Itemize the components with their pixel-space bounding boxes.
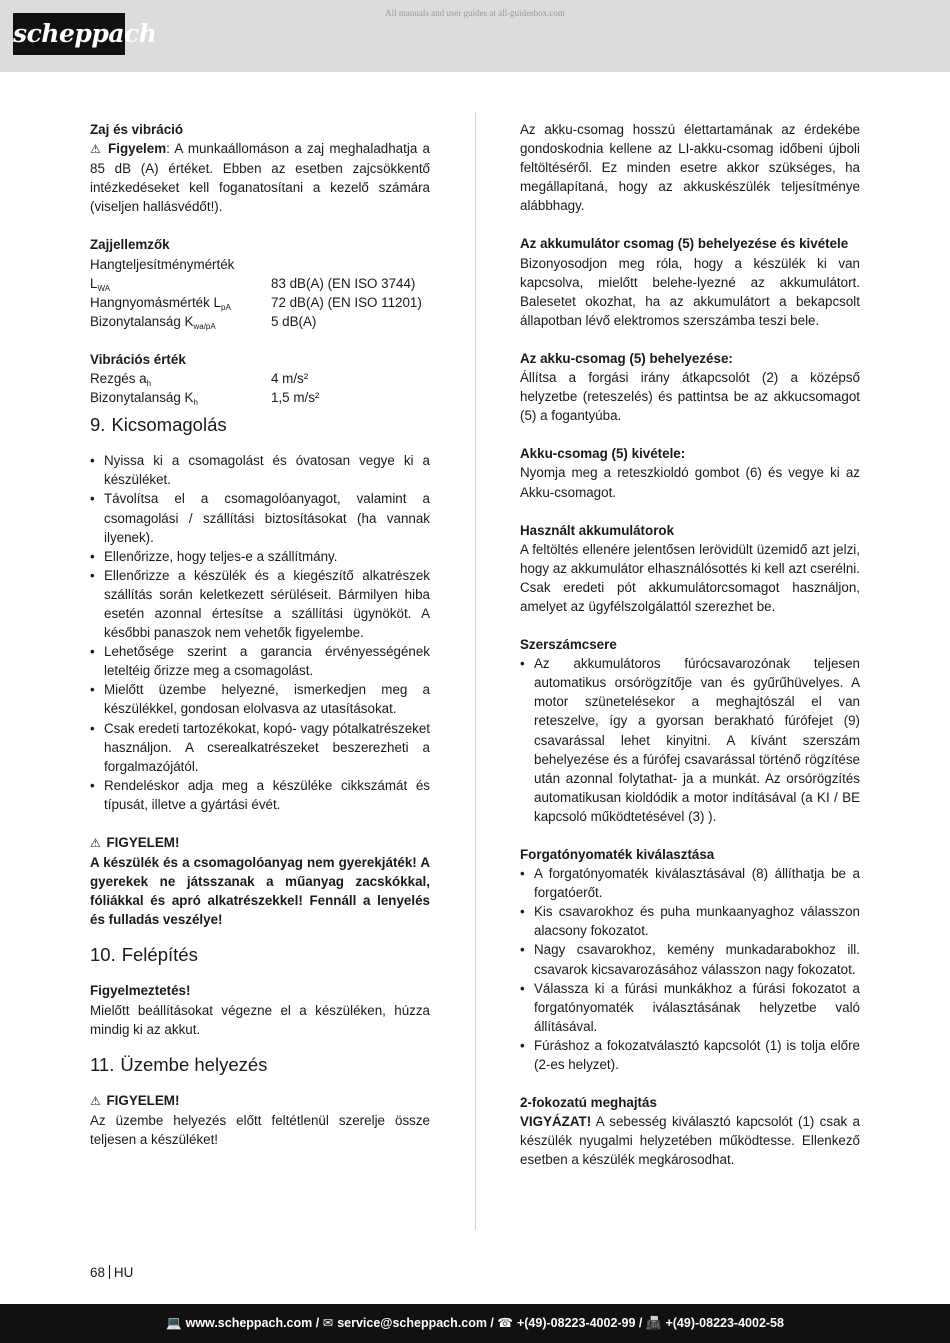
gear-caution-label: VIGYÁZAT!: [520, 1114, 592, 1130]
ah-sub: h: [146, 379, 152, 389]
list-item: • Az akkumulátoros fúrócsavarozónak teljesen automatikus orsórögzítője van és gyűrűhüvelyes. A motor szünetelésekor a meghajtószál el van reteszelve, így a gyorsan berakható fúrófejet (9) csavarással lehet kinyitni. A kívánt szerszám behelyezése és a fúrófej csavarással történő rögzítése után azonnal folytathat- ja a munkát. Az orsórögzítés automatikusan kioldódik a motor indításával (a KI / BE kapcsoló működtetésével (3) ).: [520, 654, 860, 826]
right-column: [520, 120, 860, 1170]
warning-icon: ⚠: [90, 142, 101, 157]
list-item: • A forgatónyomaték kiválasztásával (8) állíthatja be a forgatóerőt.: [520, 864, 860, 902]
list-item: • Válassza ki a fúrási munkákhoz a fúrási fokozatot a forgatónyomaték iválasztásának helyzetbe való állításával.: [520, 979, 860, 1036]
list-item: • Ellenőrizze a készülék és a kiegészítő alkatrészek szállítás során keletkezett sérüléseit. Bármilyen hiba esetén azonnal értesítse a szállítási ügynököt. A későbbi panaszok nem vehetők figyelembe.: [90, 566, 430, 642]
noise-heading: Zaj és vibráció: [90, 122, 184, 137]
list-item: • Rendeléskor adja meg a készüléke cikkszámát és típusát, illetve a gyártási évét.: [90, 776, 430, 814]
vibration-heading: Vibrációs érték: [90, 351, 186, 367]
list-item: • Lehetősége szerint a garancia érvényességének leteltéig őrizze meg a csomagolást.: [90, 642, 430, 680]
k-value: 5 dB(A): [271, 313, 317, 329]
tool-change-list: [520, 654, 860, 826]
page-header: [0, 0, 950, 72]
list-item: • Nagy csavarokhoz, kemény munkadarabokhoz ill. csavarok kicsavarozásához válasszon nagy fokozatot.: [520, 940, 860, 978]
used-batteries-text: A feltöltés ellenére jelentősen lerövidült üzemidő azt jelzi, hogy az akkumulátor elhasználósottés ki kell azt cserélni. Csak eredeti pót akkumulátorcsomagot használjon, amelyet az ügyfélszolgálattól szerezhet be.: [520, 541, 860, 614]
used-batteries-heading: Használt akkumulátorok: [520, 522, 675, 538]
noise-warning-text: : A munkaállomáson a zaj meghaladhatja a 85 dB (A) értéket. Ebben az esetben zajcsökkentő intézkedéseket kell foganatosítani a kezelő számára (viseljen hallásvédőt!).: [90, 141, 430, 215]
section-10-title: 10. Felépítés: [90, 944, 198, 966]
section-11-title: 11. Üzembe helyezés: [90, 1053, 268, 1075]
list-item: • Mielőtt üzembe helyezné, ismerkedjen meg a készülékkel, gondosan elolvasva az utasításokat.: [90, 680, 430, 718]
lwa-value: 83 dB(A) (EN ISO 3744): [271, 275, 416, 291]
warning-1-title: ⚠ FIGYELEM!: [90, 833, 430, 853]
footer-fax: +(49)-08223-4002-58: [665, 1316, 784, 1330]
k-sub: wa/pA: [193, 321, 216, 331]
lwa-symbol: L: [90, 275, 98, 291]
spec-row-lpa: [90, 293, 430, 312]
insert-remove-text: Bizonyosodjon meg róla, hogy a készülék ki van kapcsolva, mielőtt belehe-lyezné az akkumulátort. Balesetet okozhat, ha az akkumulátort a bekapcsolt állapotban lévő elektromos szerszámba teszi bele.: [520, 255, 860, 328]
torque-heading: Forgatónyomaték kiválasztása: [520, 847, 715, 862]
watermark: All manuals and user guides at all-guidesbox.com: [385, 8, 565, 18]
spec-row-ah: [90, 369, 430, 388]
list-item: • Fúráshoz a fokozatválasztó kapcsolót (1) is tolja előre (2-es helyzet).: [520, 1036, 860, 1074]
footer-phone: +(49)-08223-4002-99 /: [516, 1316, 643, 1330]
notice-text: Mielőtt beállításokat végezne el a készüléken, húzza mindig ki az akkut.: [90, 1002, 430, 1037]
insert-heading: Az akku-csomag (5) behelyezése:: [520, 350, 733, 366]
list-item: • Nyissa ki a csomagolást és óvatosan vegye ki a készüléket.: [90, 451, 430, 489]
gear-heading: 2-fokozatú meghajtás: [520, 1095, 657, 1111]
spec-row-kh: [90, 388, 430, 407]
section-9-title: 9. Kicsomagolás: [90, 414, 227, 436]
intro-text: Az akku-csomag hosszú élettartamának az érdekébe gondoskodnia kellene az LI-akku-csomag időbeni újboli feltöltéséről. Ez minden esetre akkor szükséges, ha megállapítaná, hogy az akkuskészülék teljesítménye alábbhagy.: [520, 122, 860, 214]
tool-change-heading: Szerszámcsere: [520, 637, 617, 653]
noise-warning: [90, 139, 430, 216]
list-item: • Csak eredeti tartozékokat, kopó- vagy pótalkatrészeket használjon. A cserealkatrészeket beszerezheti a forgalmazójától.: [90, 719, 430, 776]
kh-label: Bizonytalanság K: [90, 390, 194, 406]
warning-2-title: ⚠ FIGYELEM!: [90, 1091, 430, 1111]
page-footer: [0, 1304, 950, 1343]
kh-sub: h: [193, 398, 198, 408]
left-column: [90, 120, 430, 1149]
kh-value: 1,5 m/s²: [271, 390, 320, 406]
remove-heading: Akku-csomag (5) kivétele:: [520, 446, 686, 462]
lwa-sub: WA: [97, 283, 111, 293]
ah-value: 4 m/s²: [271, 371, 309, 387]
list-item: • Ellenőrizze, hogy teljes-e a szállítmány.: [90, 547, 430, 566]
column-divider: [475, 112, 476, 1230]
torque-list: [520, 864, 860, 1074]
footer-email: service@scheppach.com /: [337, 1316, 494, 1330]
footer-web: www.scheppach.com /: [185, 1316, 320, 1330]
spec-row-lwa: [90, 274, 430, 293]
noise-warning-label: Figyelem: [108, 141, 167, 157]
sound-power-label: Hangteljesítménymérték: [90, 256, 235, 272]
insert-remove-heading: Az akkumulátor csomag (5) behelyezése és kivétele: [520, 236, 849, 252]
lpa-sub: pA: [221, 302, 231, 312]
list-item: • Távolítsa el a csomagolóanyagot, valamint a csomagolási / szállítási biztosításokat (ha vannak ilyenek).: [90, 489, 430, 546]
lpa-value: 72 dB(A) (EN ISO 11201): [271, 294, 422, 310]
warning-icon: ⚠: [90, 1093, 101, 1108]
phone-icon: ☎: [497, 1316, 513, 1330]
page-number: 68 HU: [90, 1265, 134, 1280]
lpa-label: Hangnyomásmérték L: [90, 294, 221, 310]
k-label: Bizonytalanság K: [90, 313, 194, 329]
spec-row-k: [90, 312, 430, 331]
fax-icon: 📠: [645, 1316, 662, 1330]
notice-heading: Figyelmeztetés!: [90, 983, 191, 999]
laptop-icon: 💻: [166, 1316, 182, 1330]
remove-text: Nyomja meg a reteszkioldó gombot (6) és vegye ki az Akku-csomagot.: [520, 465, 860, 500]
warning-icon: ⚠: [90, 836, 101, 850]
mail-icon: ✉: [322, 1316, 334, 1330]
warning-2-text: Az üzembe helyezés előtt feltétlenül szerelje össze teljesen a készüléket!: [90, 1112, 430, 1147]
list-item: • Kis csavarokhoz és puha munkaanyaghoz válasszon alacsony fokozatot.: [520, 902, 860, 940]
ah-label: Rezgés a: [90, 371, 147, 387]
unpack-list: [90, 451, 430, 814]
noise-specs-heading: Zajjellemzők: [90, 237, 170, 253]
warning-1-text: A készülék és a csomagolóanyag nem gyerekjáték! A gyerekek ne játsszanak a műanyag zacskókkal, fóliákkal és apró alkatrészekkel! Fennáll a lenyelés és fulladás veszélye!: [90, 855, 430, 928]
brand-logo: scheppach: [13, 13, 125, 55]
gear-text: VIGYÁZAT! A sebesség kiválasztó kapcsolót (1) csak a készülék nyugalmi helyzetében működtesse. Ellenkező esetben a készülék megkárosodhat.: [520, 1114, 860, 1168]
insert-text: Állítsa a forgási irány átkapcsolót (2) a középső helyzetbe (reteszelés) és pattintsa be az akkucsomagot (5) a fogantyúba.: [520, 370, 860, 424]
